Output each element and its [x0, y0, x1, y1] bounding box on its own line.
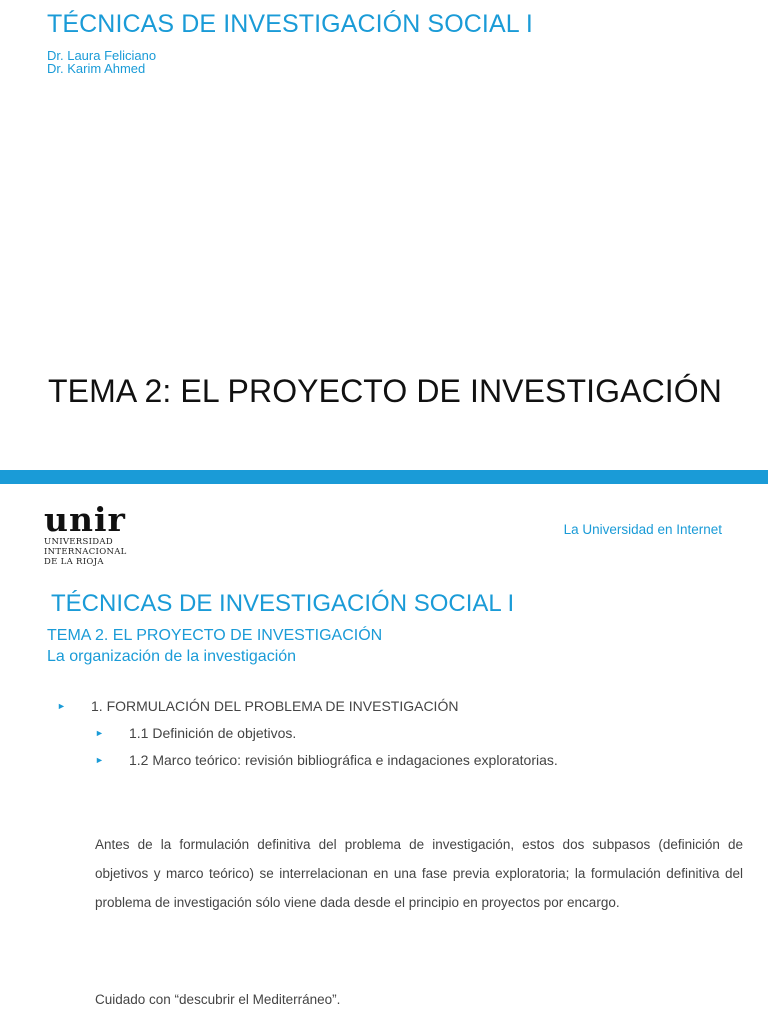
slide-2 — [0, 484, 768, 1024]
bullet-text: 1. FORMULACIÓN DEL PROBLEMA DE INVESTIGACIÓN — [91, 698, 459, 714]
bullet-item — [57, 698, 458, 714]
note-text: Cuidado con “descubrir el Mediterráneo”. — [95, 992, 341, 1007]
slide-1 — [0, 0, 768, 470]
slide-divider — [0, 470, 768, 484]
unir-logo — [44, 500, 127, 567]
bullet-text: 1.1 Definición de objetivos. — [129, 725, 297, 741]
tagline: La Universidad en Internet — [563, 522, 722, 537]
body-paragraph: Antes de la formulación definitiva del problema de investigación, estos dos subpasos (definición de objetivos y marco teórico) se interrelacionan en una fase previa exploratoria; la formulación definitiva del problema de investigación sólo viene dada desde el principio en proyectos por encargo. — [95, 837, 743, 910]
logo-subtext — [44, 537, 127, 567]
author-1: Dr. Laura Feliciano — [47, 48, 157, 63]
logo-wordmark: unir — [44, 500, 126, 539]
arrow-bullet-icon: ► — [57, 701, 66, 711]
bullet-item — [95, 725, 296, 741]
author-2: Dr. Karim Ahmed — [47, 61, 146, 76]
arrow-bullet-icon: ► — [95, 728, 104, 738]
bullet-text: 1.2 Marco teórico: revisión bibliográfica e indagaciones exploratorias. — [129, 752, 558, 768]
topic-title: TEMA 2: EL PROYECTO DE INVESTIGACIÓN — [48, 373, 722, 409]
slide-title: TÉCNICAS DE INVESTIGACIÓN SOCIAL I — [51, 590, 515, 617]
slide-subtitle: TEMA 2. EL PROYECTO DE INVESTIGACIÓN — [47, 627, 383, 644]
course-title: TÉCNICAS DE INVESTIGACIÓN SOCIAL I — [47, 10, 533, 38]
authors — [47, 49, 156, 75]
arrow-bullet-icon: ► — [95, 755, 104, 765]
logo-sub-line-2: INTERNACIONAL — [44, 547, 127, 557]
bullet-item — [95, 752, 558, 768]
slide-subtitle-2: La organización de la investigación — [47, 648, 297, 665]
logo-sub-line-3: DE LA RIOJA — [44, 557, 104, 567]
logo-sub-line-1: UNIVERSIDAD — [44, 537, 113, 547]
